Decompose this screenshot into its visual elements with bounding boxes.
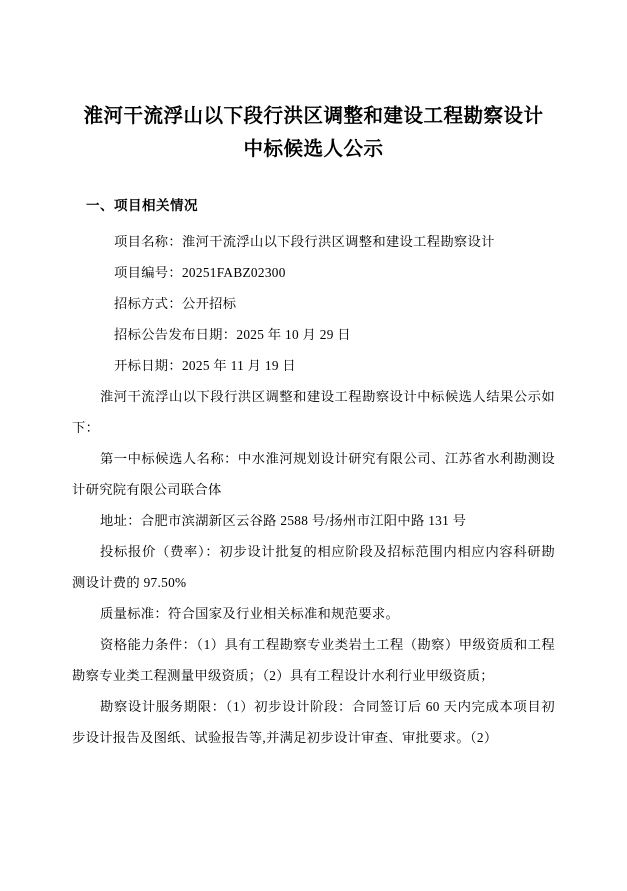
paragraph-result-intro: 淮河干流浮山以下段行洪区调整和建设工程勘察设计中标候选人结果公示如下： [72, 389, 555, 435]
page-title: 淮河干流浮山以下段行洪区调整和建设工程勘察设计中标候选人公示 [83, 106, 544, 160]
field-project-number: 项目编号：20251FABZ02300 [114, 265, 286, 280]
field-bid-opening-date: 开标日期：2025 年 11 月 19 日 [114, 358, 296, 373]
paragraph-address: 地址：合肥市滨湖新区云谷路 2588 号/扬州市江阳中路 131 号 [100, 513, 467, 528]
paragraph-quality-standard: 质量标准：符合国家及行业相关标准和规范要求。 [100, 606, 400, 621]
paragraph-bid-price: 投标报价（费率）：初步设计批复的相应阶段及招标范围内相应内容科研勘测设计费的 97.50% [72, 544, 555, 590]
field-announcement-date: 招标公告发布日期：2025 年 10 月 29 日 [114, 327, 351, 342]
paragraph-service-period: 勘察设计服务期限：（1）初步设计阶段：合同签订后 60 天内完成本项目初步设计报告及图纸、试验报告等,并满足初步设计审查、审批要求。（2） [72, 699, 555, 745]
section-heading-project-info: 一、项目相关情况 [86, 198, 198, 213]
field-project-name: 项目名称：淮河干流浮山以下段行洪区调整和建设工程勘察设计 [114, 234, 495, 249]
paragraph-qualification-conditions: 资格能力条件：（1）具有工程勘察专业类岩土工程（勘察）甲级资质和工程勘察专业类工程测量甲级资质；（2）具有工程设计水利行业甲级资质； [72, 637, 555, 683]
field-bidding-method: 招标方式：公开招标 [114, 296, 237, 311]
paragraph-first-candidate-name: 第一中标候选人名称：中水淮河规划设计研究有限公司、江苏省水利勘测设计研究院有限公司联合体 [72, 451, 555, 497]
